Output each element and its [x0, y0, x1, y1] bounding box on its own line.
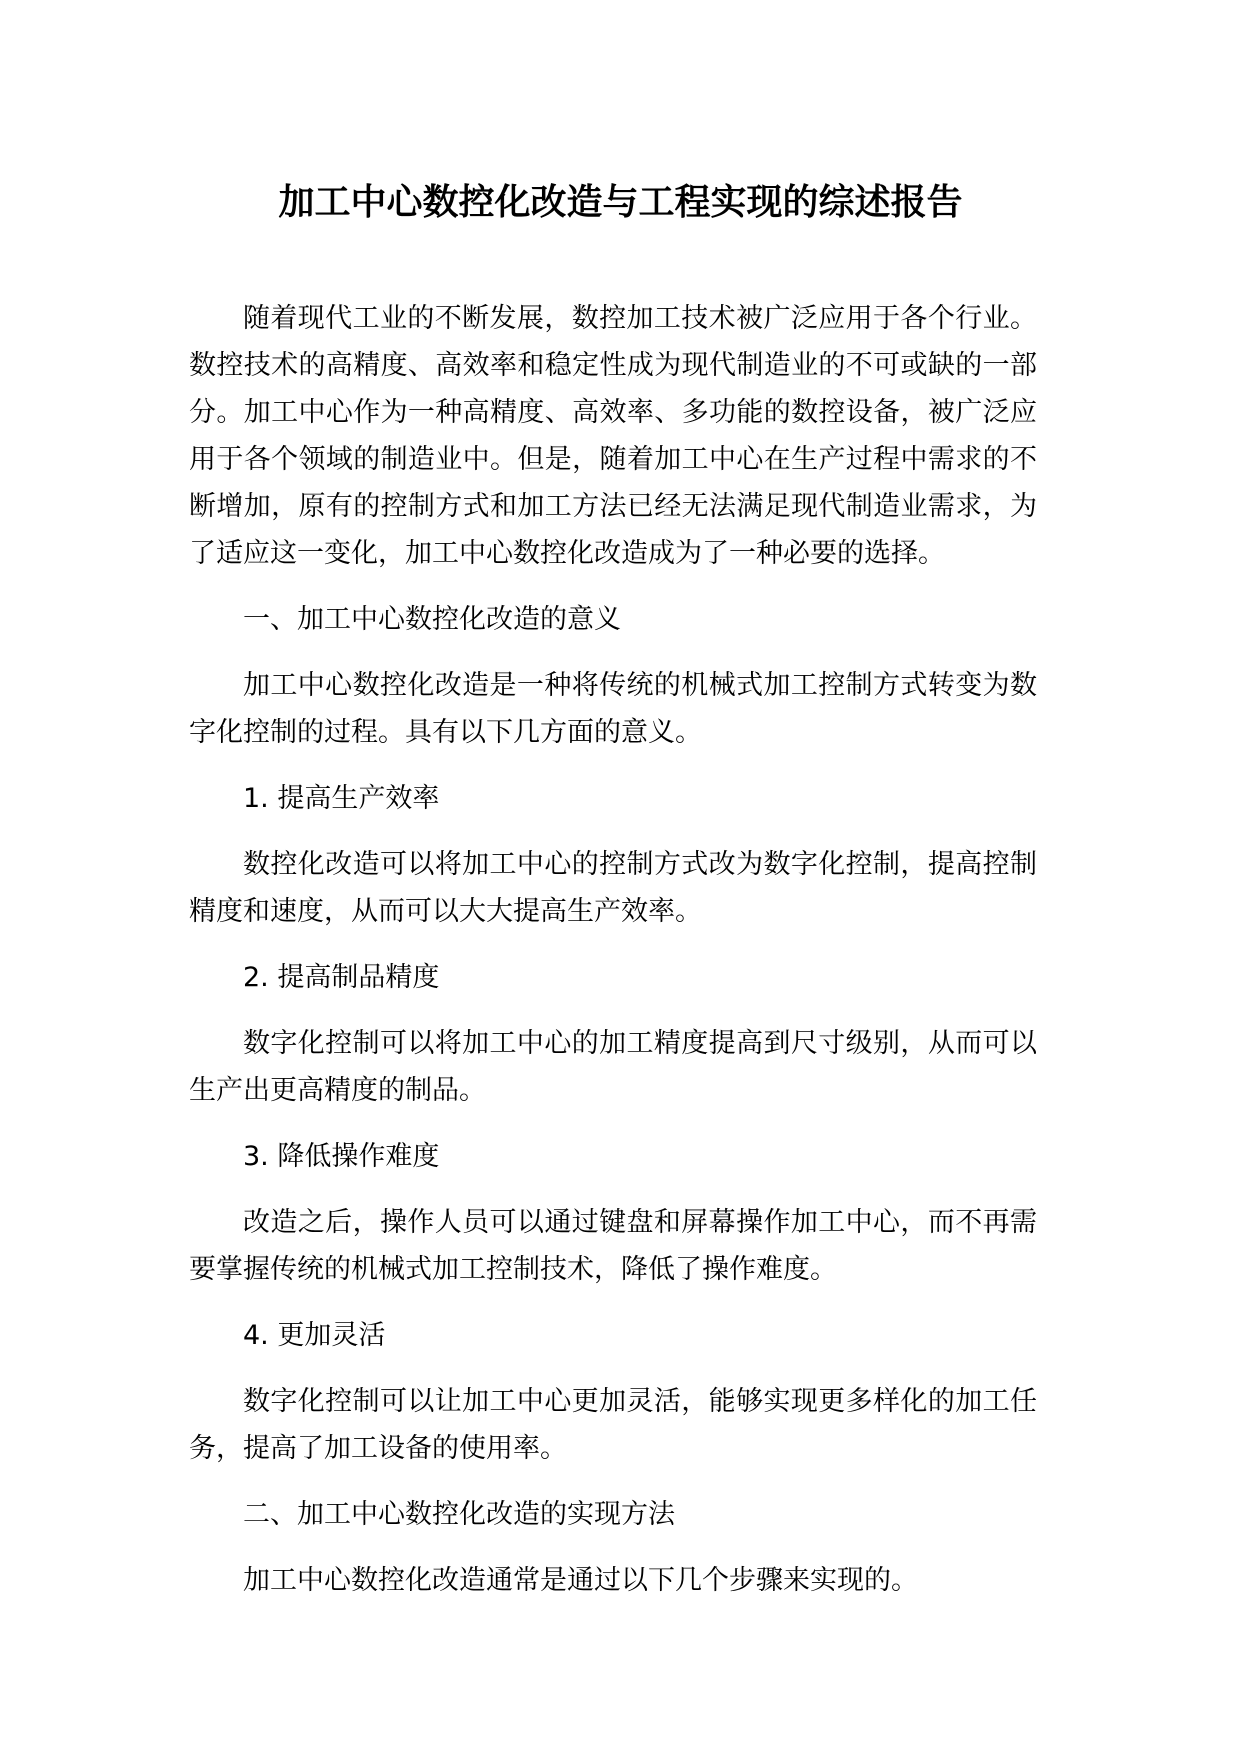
paragraph-significance: 加工中心数控化改造是一种将传统的机械式加工控制方式转变为数字化控制的过程。具有以下几方面的意义。	[189, 670, 1037, 748]
item-heading-efficiency: 1. 提高生产效率	[243, 783, 440, 814]
paragraph-efficiency: 数控化改造可以将加工中心的控制方式改为数字化控制，提高控制精度和速度，从而可以大大提高生产效率。	[189, 849, 1037, 927]
document-title: 加工中心数控化改造与工程实现的综述报告	[278, 182, 963, 223]
item-heading-precision: 2. 提高制品精度	[243, 962, 440, 993]
section-heading-methods: 二、加工中心数控化改造的实现方法	[243, 1499, 675, 1530]
paragraph-flexibility: 数字化控制可以让加工中心更加灵活，能够实现更多样化的加工任务，提高了加工设备的使用率。	[189, 1386, 1037, 1464]
paragraph-precision: 数字化控制可以将加工中心的加工精度提高到尺寸级别，从而可以生产出更高精度的制品。	[189, 1028, 1037, 1106]
item-heading-difficulty: 3. 降低操作难度	[243, 1141, 440, 1172]
section-heading-significance: 一、加工中心数控化改造的意义	[243, 604, 621, 635]
paragraph-intro: 随着现代工业的不断发展，数控加工技术被广泛应用于各个行业。数控技术的高精度、高效率和稳定性成为现代制造业的不可或缺的一部分。加工中心作为一种高精度、高效率、多功能的数控设备，被广泛应用于各个领域的制造业中。但是，随着加工中心在生产过程中需求的不断增加，原有的控制方式和加工方法已经无法满足现代制造业需求，为了适应这一变化，加工中心数控化改造成为了一种必要的选择。	[189, 303, 1037, 569]
item-heading-flexibility: 4. 更加灵活	[243, 1320, 386, 1351]
document-body	[189, 295, 1037, 1604]
paragraph-difficulty: 改造之后，操作人员可以通过键盘和屏幕操作加工中心，而不再需要掌握传统的机械式加工控制技术，降低了操作难度。	[189, 1207, 1037, 1285]
paragraph-methods: 加工中心数控化改造通常是通过以下几个步骤来实现的。	[243, 1565, 918, 1596]
